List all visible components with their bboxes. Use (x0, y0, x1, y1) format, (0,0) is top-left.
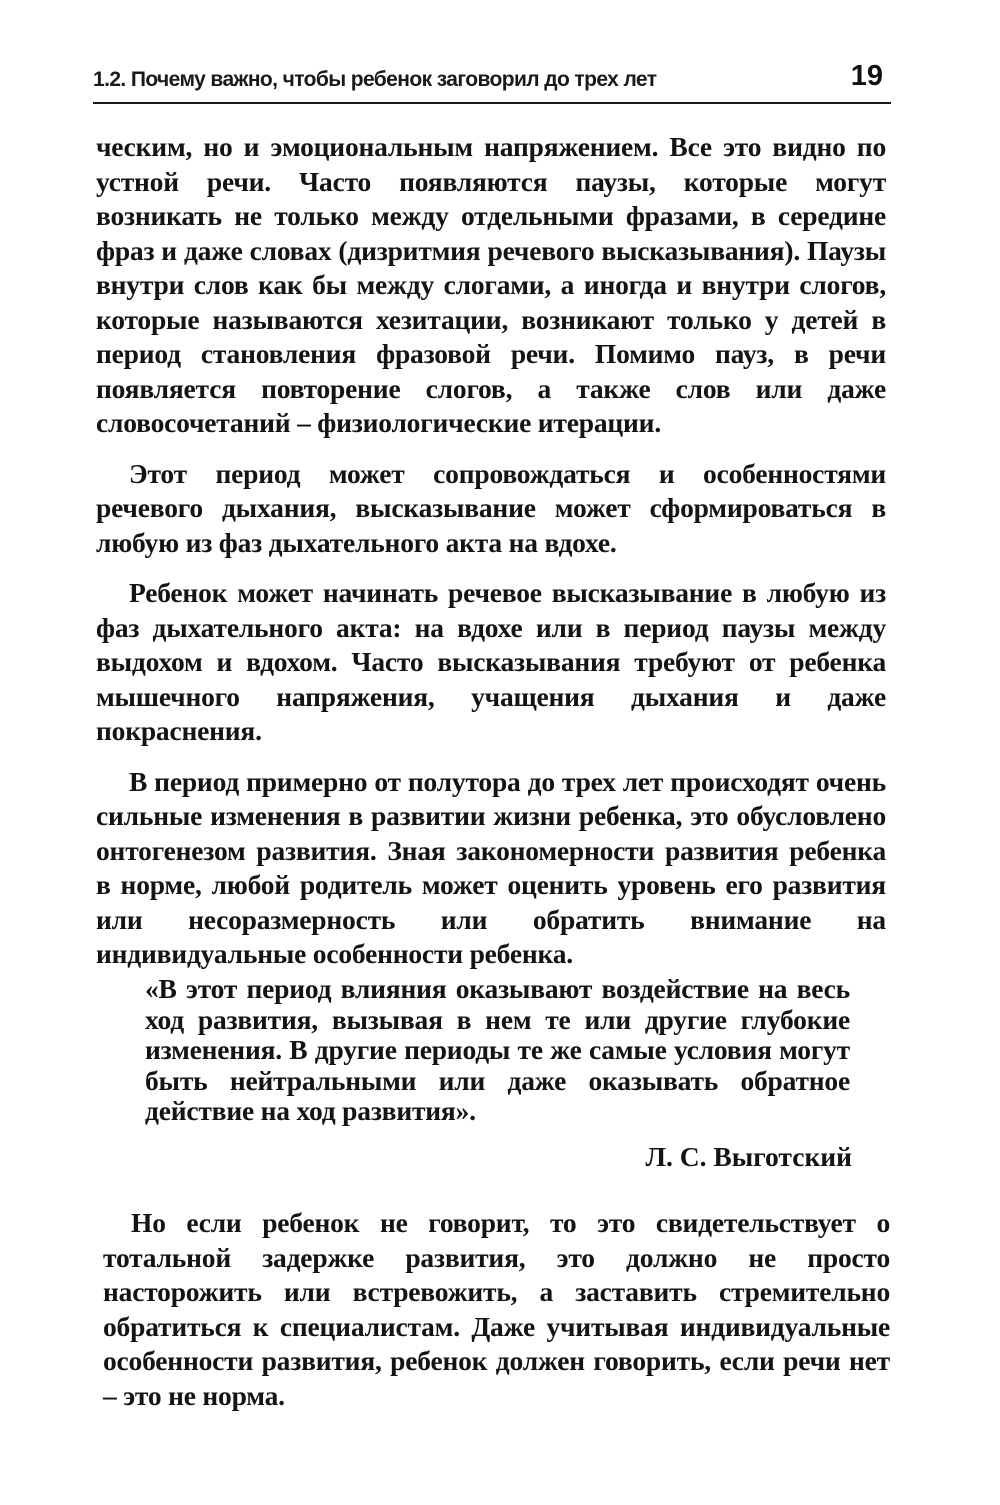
quote-author: Л. С. Выготский (645, 1141, 852, 1172)
closing-text (103, 1206, 890, 1413)
paragraph-3: Ребенок может начинать речевое высказывание в любую из фаз дыхательного акта: на вдохе или в период паузы между выдохом и вдохом. Часто высказывания требуют от ребенка мышечного напряжения, учащения дыхания и даже покраснения. (96, 577, 886, 746)
quote-text: «В этот период влияния оказывают воздействие на весь ход развития, вызывая в нем те или другие глубокие изменения. В другие периоды те же самые условия могут быть нейтральными или даже оказывать обратное действие на ход развития». (145, 973, 850, 1126)
section-title: 1.2. Почему важно, чтобы ребенок заговорил до трех лет (93, 68, 657, 91)
closing-paragraph: Но если ребенок не говорит, то это свидетельствует о тотальной задержке развития, это должно не просто насторожить или встревожить, а заставить стремительно обратиться к специалистам. Даже учитывая индивидуальные особенности развития, ребенок должен говорить, если речи нет – это не норма. (103, 1207, 890, 1411)
epigraph-quote (145, 974, 850, 1127)
main-text (96, 130, 886, 972)
paragraph-2: Этот период может сопровождаться и особенностями речевого дыхания, высказывание может сформироваться в любую из фаз дыхательного акта на вдохе. (96, 457, 886, 558)
paragraph-1: ческим, но и эмоциональным напряжением. Все это видно по устной речи. Часто появляются паузы, которые могут возникать не только между отдельными фразами, в середине фраз и даже словах (дизритмия речевого высказывания). Паузы внутри слов как бы между слогами, а иногда и внутри слогов, которые называются хезитации, возникают только у детей в период становления фразовой речи. Помимо пауз, в речи появляется повторение слогов, а также слов или даже словосочетаний – физиологические итерации. (96, 131, 886, 438)
running-header (93, 58, 891, 104)
paragraph-4: В период примерно от полутора до трех лет происходят очень сильные изменения в развитии жизни ребенка, это обусловлено онтогенезом развития. Зная закономерности развития ребенка в норме, любой родитель может оценить уровень его развития или несоразмерность или обратить внимание на индивидуальные особенности ребенка. (96, 765, 886, 969)
page-number: 19 (850, 60, 883, 92)
